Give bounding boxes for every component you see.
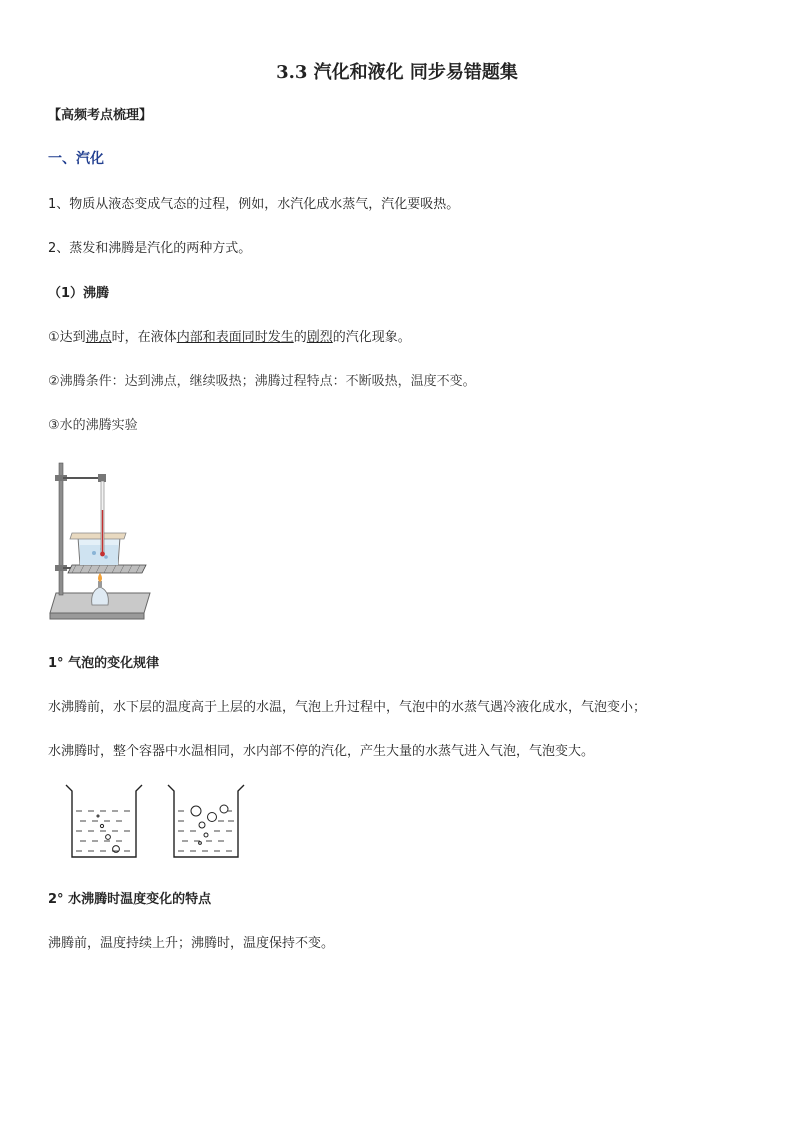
underlined-inside-and-surface: 内部和表面同时发生: [176, 330, 294, 345]
underlined-boiling-point: 沸点: [85, 330, 112, 345]
paragraph-during-boiling-bubbles: 水沸腾时，整个容器中水温相同，水内部不停的汽化，产生大量的水蒸气进入气泡，气泡变大。: [48, 744, 595, 759]
item-boiling-definition: [48, 326, 411, 345]
text-fragment: 时，在液体: [111, 330, 177, 345]
subheading-bubble-rule: 1° 气泡的变化规律: [48, 656, 160, 671]
beaker-during-boiling-figure: [166, 783, 246, 861]
section-label: 【高频考点梳理】: [48, 108, 153, 123]
underlined-violent: 剧烈: [306, 330, 333, 345]
beaker-before-boiling-figure: [64, 783, 144, 861]
subheading-temperature-feature: 2° 水沸腾时温度变化的特点: [48, 892, 212, 907]
page-title: 3.3 汽化和液化 同步易错题集: [276, 62, 518, 83]
section-heading-vaporization: 一、汽化: [48, 151, 104, 167]
paragraph-two-ways: 2、蒸发和沸腾是汽化的两种方式。: [48, 241, 252, 256]
text-fragment: 的汽化现象。: [332, 330, 411, 345]
text-fragment: ①达到: [48, 330, 86, 345]
subheading-boiling: （1）沸腾: [48, 286, 110, 301]
item-boiling-conditions: ②沸腾条件：达到沸点，继续吸热；沸腾过程特点：不断吸热，温度不变。: [48, 374, 476, 389]
boiling-apparatus-figure: [46, 455, 156, 625]
paragraph-definition: 1、物质从液态变成气态的过程，例如，水汽化成水蒸气，汽化要吸热。: [48, 197, 460, 212]
text-fragment: 的: [293, 330, 307, 345]
paragraph-before-boiling-bubbles: 水沸腾前，水下层的温度高于上层的水温，气泡上升过程中，气泡中的水蒸气遇冷液化成水，气泡变小；: [48, 700, 647, 715]
item-boiling-experiment: ③水的沸腾实验: [48, 418, 138, 433]
paragraph-temperature-feature: 沸腾前，温度持续上升；沸腾时，温度保持不变。: [48, 936, 335, 951]
